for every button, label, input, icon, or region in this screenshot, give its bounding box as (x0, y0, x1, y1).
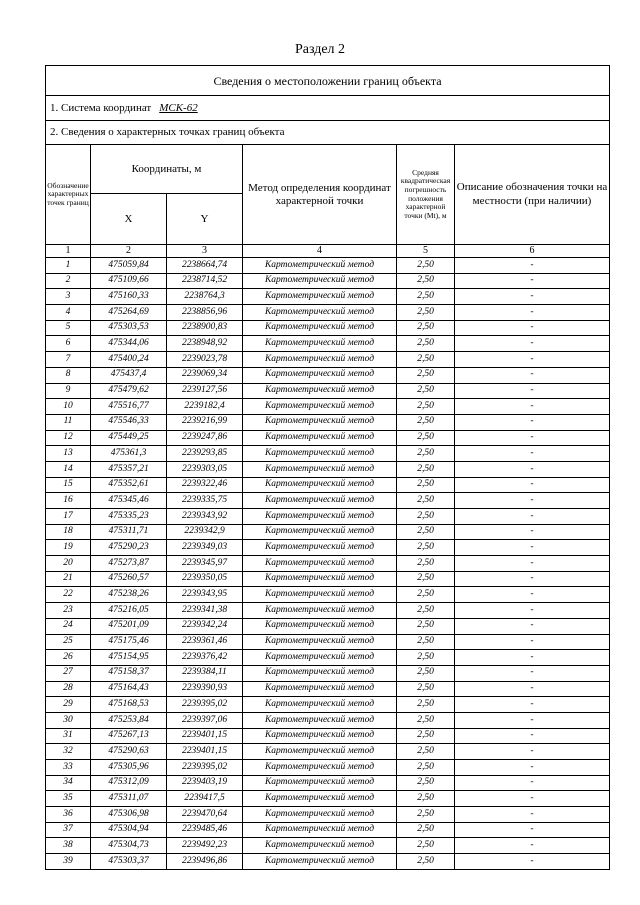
cell-y: 2239343,92 (167, 509, 243, 525)
column-number: 4 (243, 245, 397, 258)
cell-error: 2,50 (397, 540, 455, 556)
cell-description: - (455, 509, 610, 525)
cell-y: 2239361,46 (167, 634, 243, 650)
cell-method: Картометрический метод (243, 399, 397, 415)
table-row (46, 854, 610, 870)
cell-x: 475306,98 (91, 807, 167, 823)
cell-error: 2,50 (397, 352, 455, 368)
cell-y: 2239492,23 (167, 838, 243, 854)
cell-error: 2,50 (397, 399, 455, 415)
cell-error: 2,50 (397, 822, 455, 838)
cell-x: 475311,71 (91, 524, 167, 540)
cell-error: 2,50 (397, 509, 455, 525)
cell-y: 2239335,75 (167, 493, 243, 509)
column-number: 3 (167, 245, 243, 258)
cell-x: 475344,06 (91, 336, 167, 352)
header-point-id: Обозначение характерных точек границ (46, 145, 91, 245)
cell-point-id: 7 (46, 352, 91, 368)
cell-point-id: 26 (46, 650, 91, 666)
cell-y: 2239401,15 (167, 728, 243, 744)
column-number: 2 (91, 245, 167, 258)
cell-y: 2239350,05 (167, 571, 243, 587)
cell-error: 2,50 (397, 618, 455, 634)
cell-error: 2,50 (397, 571, 455, 587)
cell-x: 475267,13 (91, 728, 167, 744)
cell-y: 2238900,83 (167, 320, 243, 336)
cell-y: 2239417,5 (167, 791, 243, 807)
coord-system-label: 1. Система координат (50, 101, 152, 114)
table-row (46, 587, 610, 603)
cell-y: 2239395,02 (167, 697, 243, 713)
table-row (46, 383, 610, 399)
cell-point-id: 38 (46, 838, 91, 854)
cell-x: 475238,26 (91, 587, 167, 603)
cell-error: 2,50 (397, 414, 455, 430)
cell-description: - (455, 650, 610, 666)
cell-method: Картометрический метод (243, 509, 397, 525)
cell-x: 475290,63 (91, 744, 167, 760)
cell-y: 2239485,46 (167, 822, 243, 838)
cell-y: 2239182,4 (167, 399, 243, 415)
cell-x: 475158,37 (91, 665, 167, 681)
cell-error: 2,50 (397, 383, 455, 399)
cell-point-id: 39 (46, 854, 91, 870)
cell-error: 2,50 (397, 791, 455, 807)
cell-method: Картометрический метод (243, 775, 397, 791)
cell-error: 2,50 (397, 367, 455, 383)
cell-method: Картометрический метод (243, 493, 397, 509)
cell-x: 475253,84 (91, 712, 167, 728)
cell-x: 475516,77 (91, 399, 167, 415)
cell-description: - (455, 305, 610, 321)
cell-point-id: 11 (46, 414, 91, 430)
cell-description: - (455, 477, 610, 493)
cell-description: - (455, 399, 610, 415)
cell-method: Картометрический метод (243, 838, 397, 854)
cell-error: 2,50 (397, 524, 455, 540)
cell-method: Картометрический метод (243, 744, 397, 760)
table-row (46, 571, 610, 587)
cell-y: 2239395,02 (167, 760, 243, 776)
cell-y: 2239384,11 (167, 665, 243, 681)
cell-point-id: 29 (46, 697, 91, 713)
cell-description: - (455, 807, 610, 823)
cell-error: 2,50 (397, 273, 455, 289)
table-row (46, 556, 610, 572)
cell-x: 475264,69 (91, 305, 167, 321)
cell-error: 2,50 (397, 744, 455, 760)
column-numbers-row (46, 245, 610, 258)
cell-point-id: 5 (46, 320, 91, 336)
table-title: Сведения о местоположении границ объекта (46, 66, 610, 96)
cell-point-id: 28 (46, 681, 91, 697)
cell-method: Картометрический метод (243, 760, 397, 776)
coord-system-row (46, 96, 610, 121)
cell-error: 2,50 (397, 760, 455, 776)
cell-description: - (455, 320, 610, 336)
cell-method: Картометрический метод (243, 571, 397, 587)
cell-point-id: 23 (46, 603, 91, 619)
cell-y: 2239341,38 (167, 603, 243, 619)
cell-y: 2239349,03 (167, 540, 243, 556)
table-row (46, 509, 610, 525)
cell-method: Картометрический метод (243, 807, 397, 823)
cell-description: - (455, 822, 610, 838)
cell-point-id: 36 (46, 807, 91, 823)
cell-description: - (455, 697, 610, 713)
cell-point-id: 22 (46, 587, 91, 603)
cell-method: Картометрический метод (243, 603, 397, 619)
cell-description: - (455, 838, 610, 854)
cell-point-id: 25 (46, 634, 91, 650)
cell-error: 2,50 (397, 634, 455, 650)
table-row (46, 712, 610, 728)
cell-y: 2239342,24 (167, 618, 243, 634)
table-row (46, 822, 610, 838)
cell-y: 2238856,96 (167, 305, 243, 321)
cell-description: - (455, 744, 610, 760)
cell-method: Картометрический метод (243, 650, 397, 666)
table-row (46, 273, 610, 289)
cell-x: 475303,53 (91, 320, 167, 336)
cell-y: 2239023,78 (167, 352, 243, 368)
cell-method: Картометрический метод (243, 414, 397, 430)
cell-point-id: 8 (46, 367, 91, 383)
table-row (46, 477, 610, 493)
cell-point-id: 30 (46, 712, 91, 728)
cell-error: 2,50 (397, 477, 455, 493)
cell-x: 475361,3 (91, 446, 167, 462)
cell-y: 2239127,56 (167, 383, 243, 399)
cell-y: 2239069,34 (167, 367, 243, 383)
header-description: Описание обозначения точки на местности (при наличии) (455, 145, 610, 245)
cell-point-id: 12 (46, 430, 91, 446)
table-row (46, 665, 610, 681)
cell-description: - (455, 587, 610, 603)
cell-point-id: 3 (46, 289, 91, 305)
cell-point-id: 31 (46, 728, 91, 744)
cell-y: 2239247,86 (167, 430, 243, 446)
cell-y: 2238664,74 (167, 258, 243, 274)
table-row (46, 744, 610, 760)
cell-x: 475168,53 (91, 697, 167, 713)
cell-description: - (455, 854, 610, 870)
table-row (46, 430, 610, 446)
cell-x: 475546,33 (91, 414, 167, 430)
cell-point-id: 21 (46, 571, 91, 587)
cell-x: 475304,94 (91, 822, 167, 838)
cell-x: 475437,4 (91, 367, 167, 383)
cell-error: 2,50 (397, 650, 455, 666)
cell-x: 475290,23 (91, 540, 167, 556)
cell-point-id: 32 (46, 744, 91, 760)
cell-x: 475335,23 (91, 509, 167, 525)
section-title: Раздел 2 (294, 42, 346, 57)
table-row (46, 414, 610, 430)
cell-y: 2239293,85 (167, 446, 243, 462)
table-row (46, 524, 610, 540)
cell-method: Картометрический метод (243, 556, 397, 572)
cell-description: - (455, 728, 610, 744)
cell-x: 475357,21 (91, 461, 167, 477)
cell-y: 2239397,06 (167, 712, 243, 728)
cell-x: 475273,87 (91, 556, 167, 572)
cell-error: 2,50 (397, 289, 455, 305)
cell-description: - (455, 634, 610, 650)
cell-y: 2239496,86 (167, 854, 243, 870)
points-section-label: 2. Сведения о характерных точках границ объекта (46, 121, 610, 145)
cell-error: 2,50 (397, 305, 455, 321)
cell-point-id: 34 (46, 775, 91, 791)
cell-description: - (455, 791, 610, 807)
table-row (46, 791, 610, 807)
cell-point-id: 17 (46, 509, 91, 525)
column-number: 6 (455, 245, 610, 258)
cell-error: 2,50 (397, 838, 455, 854)
cell-x: 475175,46 (91, 634, 167, 650)
cell-method: Картометрический метод (243, 634, 397, 650)
cell-y: 2238714,52 (167, 273, 243, 289)
cell-point-id: 9 (46, 383, 91, 399)
cell-y: 2239345,97 (167, 556, 243, 572)
cell-x: 475059,84 (91, 258, 167, 274)
cell-method: Картометрический метод (243, 367, 397, 383)
cell-method: Картометрический метод (243, 258, 397, 274)
cell-description: - (455, 556, 610, 572)
cell-x: 475479,62 (91, 383, 167, 399)
cell-x: 475312,09 (91, 775, 167, 791)
cell-method: Картометрический метод (243, 587, 397, 603)
cell-description: - (455, 712, 610, 728)
cell-description: - (455, 258, 610, 274)
cell-x: 475400,24 (91, 352, 167, 368)
cell-point-id: 2 (46, 273, 91, 289)
cell-error: 2,50 (397, 665, 455, 681)
cell-point-id: 16 (46, 493, 91, 509)
table-row (46, 336, 610, 352)
cell-y: 2239390,93 (167, 681, 243, 697)
cell-point-id: 15 (46, 477, 91, 493)
cell-point-id: 18 (46, 524, 91, 540)
cell-y: 2239303,05 (167, 461, 243, 477)
cell-method: Картометрический метод (243, 352, 397, 368)
table-row (46, 838, 610, 854)
cell-y: 2239401,15 (167, 744, 243, 760)
cell-description: - (455, 430, 610, 446)
header-error: Средняя квадратическая погрешность положения характерной точки (Mt), м (397, 145, 455, 245)
table-row (46, 603, 610, 619)
cell-method: Картометрический метод (243, 446, 397, 462)
cell-method: Картометрический метод (243, 336, 397, 352)
cell-y: 2239376,42 (167, 650, 243, 666)
cell-point-id: 33 (46, 760, 91, 776)
cell-error: 2,50 (397, 320, 455, 336)
cell-method: Картометрический метод (243, 618, 397, 634)
cell-point-id: 35 (46, 791, 91, 807)
table-row (46, 728, 610, 744)
cell-method: Картометрический метод (243, 791, 397, 807)
cell-description: - (455, 493, 610, 509)
cell-y: 2239216,99 (167, 414, 243, 430)
cell-x: 475304,73 (91, 838, 167, 854)
table-row (46, 461, 610, 477)
cell-method: Картометрический метод (243, 712, 397, 728)
cell-point-id: 6 (46, 336, 91, 352)
cell-x: 475352,61 (91, 477, 167, 493)
cell-x: 475154,95 (91, 650, 167, 666)
cell-x: 475311,07 (91, 791, 167, 807)
cell-method: Картометрический метод (243, 273, 397, 289)
cell-point-id: 4 (46, 305, 91, 321)
cell-x: 475109,66 (91, 273, 167, 289)
cell-description: - (455, 775, 610, 791)
table-row (46, 305, 610, 321)
table-row (46, 446, 610, 462)
cell-error: 2,50 (397, 712, 455, 728)
table-row (46, 681, 610, 697)
cell-x: 475164,43 (91, 681, 167, 697)
table-row (46, 618, 610, 634)
column-number: 5 (397, 245, 455, 258)
cell-x: 475305,96 (91, 760, 167, 776)
table-row (46, 258, 610, 274)
cell-description: - (455, 461, 610, 477)
table-row (46, 320, 610, 336)
table-row (46, 399, 610, 415)
table-row (46, 697, 610, 713)
cell-point-id: 1 (46, 258, 91, 274)
cell-description: - (455, 383, 610, 399)
table-row (46, 493, 610, 509)
cell-y: 2239343,95 (167, 587, 243, 603)
table-row (46, 775, 610, 791)
cell-description: - (455, 273, 610, 289)
cell-description: - (455, 414, 610, 430)
table-row (46, 352, 610, 368)
cell-description: - (455, 571, 610, 587)
cell-point-id: 19 (46, 540, 91, 556)
cell-description: - (455, 367, 610, 383)
cell-description: - (455, 336, 610, 352)
table-row (46, 807, 610, 823)
cell-description: - (455, 681, 610, 697)
cell-error: 2,50 (397, 587, 455, 603)
cell-method: Картометрический метод (243, 305, 397, 321)
cell-error: 2,50 (397, 446, 455, 462)
table-row (46, 540, 610, 556)
cell-error: 2,50 (397, 258, 455, 274)
cell-y: 2238764,3 (167, 289, 243, 305)
cell-method: Картометрический метод (243, 524, 397, 540)
cell-point-id: 10 (46, 399, 91, 415)
cell-x: 475303,37 (91, 854, 167, 870)
cell-description: - (455, 352, 610, 368)
cell-x: 475216,05 (91, 603, 167, 619)
cell-method: Картометрический метод (243, 681, 397, 697)
cell-point-id: 24 (46, 618, 91, 634)
cell-x: 475160,33 (91, 289, 167, 305)
cell-y: 2239322,46 (167, 477, 243, 493)
cell-error: 2,50 (397, 556, 455, 572)
cell-method: Картометрический метод (243, 461, 397, 477)
cell-method: Картометрический метод (243, 430, 397, 446)
cell-y: 2239342,9 (167, 524, 243, 540)
cell-method: Картометрический метод (243, 665, 397, 681)
header-method: Метод определения координат характерной точки (243, 145, 397, 245)
cell-description: - (455, 618, 610, 634)
cell-point-id: 14 (46, 461, 91, 477)
header-x: X (91, 194, 167, 245)
cell-description: - (455, 665, 610, 681)
cell-x: 475201,09 (91, 618, 167, 634)
cell-y: 2239403,19 (167, 775, 243, 791)
cell-x: 475449,25 (91, 430, 167, 446)
table-row (46, 760, 610, 776)
coord-system-value: МСК-62 (159, 101, 198, 114)
cell-method: Картометрический метод (243, 289, 397, 305)
cell-x: 475345,46 (91, 493, 167, 509)
cell-y: 2239470,64 (167, 807, 243, 823)
cell-point-id: 20 (46, 556, 91, 572)
cell-error: 2,50 (397, 336, 455, 352)
cell-method: Картометрический метод (243, 822, 397, 838)
cell-method: Картометрический метод (243, 383, 397, 399)
column-number: 1 (46, 245, 91, 258)
cell-description: - (455, 289, 610, 305)
cell-y: 2238948,92 (167, 336, 243, 352)
cell-method: Картометрический метод (243, 854, 397, 870)
cell-method: Картометрический метод (243, 477, 397, 493)
cell-description: - (455, 603, 610, 619)
header-y: Y (167, 194, 243, 245)
cell-error: 2,50 (397, 681, 455, 697)
cell-description: - (455, 760, 610, 776)
cell-error: 2,50 (397, 493, 455, 509)
cell-error: 2,50 (397, 807, 455, 823)
cell-description: - (455, 524, 610, 540)
boundary-coordinates-table (45, 65, 610, 870)
cell-point-id: 37 (46, 822, 91, 838)
cell-method: Картометрический метод (243, 320, 397, 336)
cell-description: - (455, 446, 610, 462)
table-row (46, 634, 610, 650)
table-row (46, 289, 610, 305)
cell-error: 2,50 (397, 775, 455, 791)
cell-error: 2,50 (397, 697, 455, 713)
cell-method: Картометрический метод (243, 540, 397, 556)
cell-error: 2,50 (397, 728, 455, 744)
header-coordinates: Координаты, м (91, 145, 243, 194)
cell-method: Картометрический метод (243, 728, 397, 744)
cell-error: 2,50 (397, 430, 455, 446)
cell-description: - (455, 540, 610, 556)
cell-point-id: 27 (46, 665, 91, 681)
cell-x: 475260,57 (91, 571, 167, 587)
cell-error: 2,50 (397, 603, 455, 619)
cell-point-id: 13 (46, 446, 91, 462)
cell-error: 2,50 (397, 461, 455, 477)
table-row (46, 650, 610, 666)
cell-error: 2,50 (397, 854, 455, 870)
table-row (46, 367, 610, 383)
cell-method: Картометрический метод (243, 697, 397, 713)
